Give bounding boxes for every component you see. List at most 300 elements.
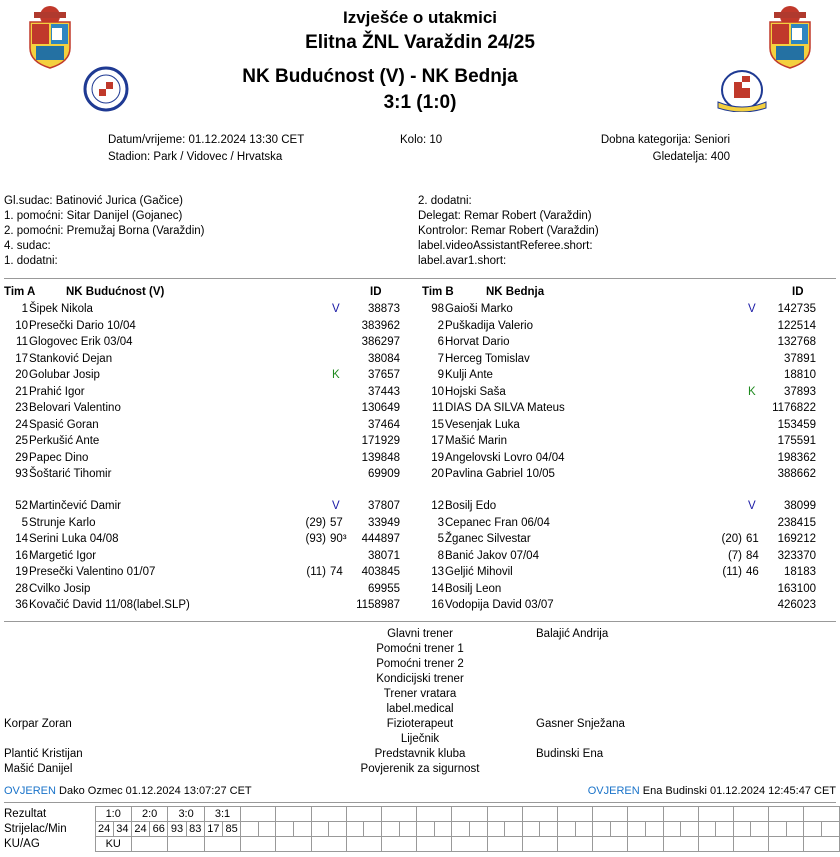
kuag-cell: KU xyxy=(95,837,131,852)
player-id: 388662 xyxy=(777,468,816,480)
player-name: Golubar Josip xyxy=(29,369,100,381)
scorer-cell xyxy=(294,822,312,837)
divider xyxy=(4,621,836,622)
player-id: 198362 xyxy=(777,451,816,464)
player-row xyxy=(4,334,416,350)
player-row xyxy=(4,400,416,416)
player-row xyxy=(420,498,832,514)
player-number: 29 xyxy=(15,451,28,464)
player-number: 36 xyxy=(15,599,28,611)
player-name: Žganec Silvestar xyxy=(445,533,531,545)
player-name: Banić Jakov 07/04 xyxy=(445,549,539,562)
player-name: Šipek Nikola xyxy=(29,303,93,315)
score-cell: 3:0 xyxy=(168,807,204,822)
scorer-cell xyxy=(645,822,663,837)
player-row xyxy=(4,417,416,433)
player-row xyxy=(420,400,832,416)
player-name: DIAS DA SILVA Mateus xyxy=(445,402,565,414)
substitution-minute: 90³ xyxy=(330,533,347,545)
score-cell xyxy=(346,807,381,822)
kuag-cell xyxy=(276,837,311,852)
scorer-cell xyxy=(417,822,435,837)
player-name: Serini Luka 04/08 xyxy=(29,533,119,545)
player-row xyxy=(420,466,832,482)
verified-status: OVJEREN xyxy=(587,785,640,797)
scorer-cell xyxy=(452,822,470,837)
substitution-for: (7) xyxy=(727,549,742,562)
scorer-cell xyxy=(769,822,787,837)
kuag-cell xyxy=(346,837,381,852)
player-id: 37657 xyxy=(368,369,400,381)
player-id: 37893 xyxy=(784,385,816,398)
match-title: NK Budućnost (V) - NK Bednja xyxy=(242,66,518,87)
kuag-cell xyxy=(382,837,417,852)
score-cell: 3:1 xyxy=(204,807,240,822)
player-number: 23 xyxy=(15,402,28,414)
player-id: 38084 xyxy=(368,352,400,365)
player-name: Horvat Dario xyxy=(445,336,510,348)
player-number: 3 xyxy=(437,516,444,529)
player-row xyxy=(420,581,832,597)
goalkeeper-marker: V xyxy=(748,500,756,512)
player-row xyxy=(4,531,416,547)
player-number: 93 xyxy=(15,468,28,480)
player-number: 17 xyxy=(15,352,28,365)
player-row xyxy=(4,384,416,400)
player-name: Perkušić Ante xyxy=(29,435,100,447)
player-number: 10 xyxy=(431,385,444,398)
attendance: Gledatelja: 400 xyxy=(652,151,730,163)
player-row xyxy=(420,417,832,433)
player-name: Spasić Goran xyxy=(29,418,99,431)
player-id: 171929 xyxy=(361,435,400,447)
report-title: Izvješće o utakmici xyxy=(342,8,498,27)
player-row xyxy=(420,548,832,564)
scorer-cell xyxy=(557,822,575,837)
player-name: Angelovski Lovro 04/04 xyxy=(445,451,565,464)
score-cell xyxy=(593,807,628,822)
player-row xyxy=(4,450,416,466)
player-name: Bosilj Leon xyxy=(445,582,502,595)
score-cell xyxy=(733,807,768,822)
competition-title: Elitna ŽNL Varaždin 24/25 xyxy=(305,32,535,53)
player-id: 163100 xyxy=(777,582,816,595)
player-row xyxy=(4,498,416,514)
kuag-label: KU/AG xyxy=(4,838,40,850)
scorer-cell: 93 xyxy=(168,822,186,837)
player-name: Prahić Igor xyxy=(29,385,85,398)
kuag-cell xyxy=(769,837,804,852)
official-line: 1. dodatni: xyxy=(4,255,58,267)
score-cell: 1:0 xyxy=(95,807,131,822)
player-id: 33949 xyxy=(368,516,400,529)
score-cell xyxy=(311,807,346,822)
player-name: Kovačić David 11/08(label.SLP) xyxy=(29,599,190,611)
player-number: 16 xyxy=(431,599,444,611)
verified-by: Ena Budinski 01.12.2024 12:45:47 CET xyxy=(642,785,836,797)
kuag-cell xyxy=(131,837,167,852)
official-line: 4. sudac: xyxy=(4,240,51,252)
player-number: 2 xyxy=(437,319,444,332)
substitution-minute: 84 xyxy=(746,549,759,562)
player-number: 6 xyxy=(437,336,444,348)
score-cell xyxy=(698,807,733,822)
player-number: 1 xyxy=(21,303,28,315)
rezultat-label: Rezultat xyxy=(4,808,47,820)
away-club-logo xyxy=(714,66,770,112)
player-number: 52 xyxy=(15,500,28,512)
county-crest-right xyxy=(762,4,818,70)
scorer-cell xyxy=(698,822,716,837)
player-row xyxy=(420,384,832,400)
kuag-cell xyxy=(311,837,346,852)
kuag-cell xyxy=(698,837,733,852)
player-name: Mašić Marin xyxy=(445,435,507,447)
staff-away-member: Gasner Snježana xyxy=(536,718,625,730)
player-name: Šoštarić Tihomir xyxy=(29,468,112,480)
staff-away-member: Balajić Andrija xyxy=(536,628,609,640)
kuag-cell xyxy=(417,837,452,852)
county-crest-left xyxy=(22,4,78,70)
player-row xyxy=(4,548,416,564)
player-name: Herceg Tomislav xyxy=(445,352,530,365)
scorer-cell xyxy=(786,822,804,837)
captain-marker: K xyxy=(748,385,756,398)
player-id: 139848 xyxy=(361,451,400,464)
player-name: Vesenjak Luka xyxy=(445,418,520,431)
player-row xyxy=(420,515,832,531)
player-id: 426023 xyxy=(777,599,816,611)
scorer-cell xyxy=(364,822,382,837)
player-name: Hojski Saša xyxy=(445,385,506,398)
player-name: Puškadija Valerio xyxy=(445,319,534,332)
match-datetime: Datum/vrijeme: 01.12.2024 13:30 CET xyxy=(108,134,305,146)
player-number: 9 xyxy=(437,369,444,381)
scorer-cell xyxy=(575,822,593,837)
substitution-for: (20) xyxy=(721,533,742,545)
player-name: Cvilko Josip xyxy=(29,582,91,595)
player-name: Papec Dino xyxy=(29,451,89,464)
scorer-cell: 34 xyxy=(113,822,131,837)
player-number: 13 xyxy=(431,566,444,578)
player-id: 38099 xyxy=(784,500,816,512)
team-b-label: Tim B xyxy=(422,286,454,298)
player-number: 17 xyxy=(431,435,444,447)
score-cell xyxy=(241,807,276,822)
player-number: 12 xyxy=(431,500,444,512)
player-number: 10 xyxy=(15,319,28,332)
divider xyxy=(4,278,836,279)
scorer-cell xyxy=(733,822,751,837)
player-id: 386297 xyxy=(361,336,400,348)
kuag-cell xyxy=(557,837,592,852)
score-cell xyxy=(769,807,804,822)
player-row xyxy=(4,367,416,383)
kuag-cell xyxy=(522,837,557,852)
divider xyxy=(4,802,836,803)
scorer-cell xyxy=(469,822,487,837)
scorer-cell xyxy=(716,822,734,837)
official-line: Kontrolor: Remar Robert (Varaždin) xyxy=(418,225,599,237)
official-line: 1. pomoćni: Sitar Danijel (Gojanec) xyxy=(4,210,183,222)
official-line: label.videoAssistantReferee.short: xyxy=(418,240,593,252)
substitution-for: (11) xyxy=(722,566,742,578)
player-id: 169212 xyxy=(777,533,816,545)
verification-right xyxy=(480,785,836,797)
player-number: 14 xyxy=(431,582,444,595)
player-number: 14 xyxy=(15,533,28,545)
score-cell xyxy=(557,807,592,822)
team-a-id-header: ID xyxy=(370,286,382,298)
player-row xyxy=(4,515,416,531)
official-line: Gl.sudac: Batinović Jurica (Gačice) xyxy=(4,195,183,207)
staff-role: Predstavnik kluba xyxy=(374,748,466,760)
player-row xyxy=(420,351,832,367)
player-id: 142735 xyxy=(777,303,816,315)
staff-home-member: Korpar Zoran xyxy=(4,718,72,730)
strijelac-label: Strijelac/Min xyxy=(4,823,67,835)
player-id: 37464 xyxy=(368,418,400,431)
staff-role: label.medical xyxy=(386,703,454,715)
kuag-cell xyxy=(663,837,698,852)
player-id: 383962 xyxy=(361,319,400,332)
player-name: Kulji Ante xyxy=(445,369,493,381)
substitution-minute: 57 xyxy=(330,516,343,529)
kuag-cell xyxy=(804,837,840,852)
player-id: 403845 xyxy=(361,566,400,578)
player-row xyxy=(4,433,416,449)
substitution-for: (29) xyxy=(305,516,326,529)
player-id: 122514 xyxy=(777,319,816,332)
scorer-cell xyxy=(593,822,611,837)
player-id: 323370 xyxy=(777,549,816,562)
score-cell xyxy=(522,807,557,822)
player-id: 69955 xyxy=(368,582,400,595)
player-name: Stanković Dejan xyxy=(29,352,113,365)
scorer-cell xyxy=(258,822,276,837)
staff-role: Fizioterapeut xyxy=(386,718,454,730)
scorer-cell: 85 xyxy=(223,822,241,837)
score-cell xyxy=(382,807,417,822)
scorer-cell xyxy=(628,822,646,837)
scorer-cell xyxy=(821,822,839,837)
scorer-cell: 83 xyxy=(186,822,204,837)
player-row xyxy=(420,334,832,350)
scorer-cell xyxy=(681,822,699,837)
player-row xyxy=(420,564,832,580)
player-number: 20 xyxy=(15,369,28,381)
player-id: 37807 xyxy=(368,500,400,512)
match-stadium: Stadion: Park / Vidovec / Hrvatska xyxy=(108,151,283,163)
player-row xyxy=(4,564,416,580)
staff-home-member: Plantić Kristijan xyxy=(4,748,83,760)
match-score: 3:1 (1:0) xyxy=(383,92,457,113)
player-name: Martinčević Damir xyxy=(29,500,122,512)
scorer-cell xyxy=(505,822,523,837)
player-row xyxy=(420,597,832,613)
kuag-cell xyxy=(593,837,628,852)
player-row xyxy=(420,531,832,547)
player-name: Presečki Dario 10/04 xyxy=(29,319,136,332)
player-row xyxy=(420,367,832,383)
kuag-cell xyxy=(452,837,487,852)
player-name: Vodopija David 03/07 xyxy=(445,599,554,611)
player-number: 8 xyxy=(437,549,444,562)
player-id: 1158987 xyxy=(356,599,400,611)
player-name: Bosilj Edo xyxy=(445,500,497,512)
player-id: 175591 xyxy=(777,435,816,447)
player-row xyxy=(4,581,416,597)
player-number: 16 xyxy=(15,549,28,562)
substitution-for: (93) xyxy=(305,533,326,545)
scorer-cell xyxy=(382,822,400,837)
scorer-cell xyxy=(610,822,628,837)
staff-role: Trener vratara xyxy=(383,688,457,700)
player-row xyxy=(4,351,416,367)
player-row xyxy=(4,597,416,613)
player-id: 69909 xyxy=(368,468,400,480)
substitution-minute: 61 xyxy=(746,533,759,545)
player-number: 5 xyxy=(437,533,444,545)
staff-role: Liječnik xyxy=(400,733,440,745)
verification-left xyxy=(4,785,252,797)
score-cell xyxy=(452,807,487,822)
player-row xyxy=(4,301,416,317)
score-cell xyxy=(417,807,452,822)
player-number: 11 xyxy=(432,402,444,414)
score-cell xyxy=(276,807,311,822)
player-id: 153459 xyxy=(777,418,816,431)
scorer-cell: 66 xyxy=(150,822,168,837)
player-id: 38071 xyxy=(368,549,400,562)
player-name: Pavlina Gabriel 10/05 xyxy=(445,468,555,480)
team-b-id-header: ID xyxy=(792,286,804,298)
player-number: 7 xyxy=(437,352,444,365)
score-cell xyxy=(628,807,663,822)
player-id: 132768 xyxy=(777,336,816,348)
team-b-name: NK Bednja xyxy=(486,286,545,298)
player-row xyxy=(420,450,832,466)
player-id: 444897 xyxy=(361,533,400,545)
player-number: 5 xyxy=(21,516,28,529)
match-round: Kolo: 10 xyxy=(400,134,443,146)
score-cell xyxy=(804,807,840,822)
scorer-cell: 17 xyxy=(204,822,222,837)
player-row xyxy=(420,301,832,317)
player-id: 18183 xyxy=(784,566,816,578)
player-row xyxy=(4,466,416,482)
goalkeeper-marker: V xyxy=(748,303,756,315)
goalkeeper-marker: V xyxy=(332,500,340,512)
scorer-cell xyxy=(241,822,259,837)
kuag-cell xyxy=(628,837,663,852)
player-id: 130649 xyxy=(361,402,400,414)
scorer-cell xyxy=(487,822,505,837)
scorer-cell xyxy=(540,822,558,837)
scorer-cell xyxy=(311,822,329,837)
captain-marker: K xyxy=(332,369,340,381)
kuag-cell xyxy=(168,837,204,852)
player-id: 238415 xyxy=(777,516,816,529)
scorer-cell xyxy=(663,822,681,837)
substitution-minute: 74 xyxy=(330,566,343,578)
player-number: 98 xyxy=(431,303,444,315)
scorer-cell xyxy=(522,822,540,837)
scorer-cell: 24 xyxy=(95,822,113,837)
official-line: Delegat: Remar Robert (Varaždin) xyxy=(418,210,592,222)
official-line: label.avar1.short: xyxy=(418,255,507,267)
staff-role: Pomoćni trener 2 xyxy=(376,658,464,670)
player-number: 20 xyxy=(431,468,444,480)
official-line: 2. pomoćni: Premužaj Borna (Varaždin) xyxy=(4,225,205,237)
team-a-name: NK Budućnost (V) xyxy=(66,286,165,298)
player-row xyxy=(420,433,832,449)
player-name: Geljić Mihovil xyxy=(445,566,513,578)
kuag-cell xyxy=(241,837,276,852)
player-name: Belovari Valentino xyxy=(29,402,121,414)
player-number: 15 xyxy=(431,418,444,431)
team-a-label: Tim A xyxy=(4,286,36,298)
staff-role: Pomoćni trener 1 xyxy=(376,643,464,655)
scorer-cell xyxy=(434,822,452,837)
player-number: 19 xyxy=(15,566,28,578)
staff-role: Kondicijski trener xyxy=(376,673,464,685)
scorer-cell xyxy=(276,822,294,837)
player-name: Gaioši Marko xyxy=(445,303,513,315)
player-id: 38873 xyxy=(368,303,400,315)
player-name: Margetić Igor xyxy=(29,549,97,562)
staff-home-member: Mašić Danijel xyxy=(4,763,73,775)
player-name: Glogovec Erik 03/04 xyxy=(29,336,133,348)
player-number: 21 xyxy=(15,385,28,398)
staff-away-member: Budinski Ena xyxy=(536,748,604,760)
scorer-cell: 24 xyxy=(131,822,149,837)
results-grid xyxy=(4,806,840,852)
verified-status: OVJEREN xyxy=(4,785,56,797)
player-id: 1176822 xyxy=(772,402,816,414)
verified-by: Dako Ozmec 01.12.2024 13:07:27 CET xyxy=(59,785,252,797)
home-club-logo xyxy=(83,66,129,112)
score-cell xyxy=(663,807,698,822)
scorer-cell xyxy=(346,822,364,837)
player-row xyxy=(420,318,832,334)
player-row xyxy=(4,318,416,334)
player-number: 24 xyxy=(15,418,28,431)
player-name: Cepanec Fran 06/04 xyxy=(445,516,550,529)
staff-role: Povjerenik za sigurnost xyxy=(360,763,480,775)
score-cell: 2:0 xyxy=(131,807,167,822)
age-category: Dobna kategorija: Seniori xyxy=(600,134,730,146)
scorer-cell xyxy=(329,822,347,837)
substitution-for: (11) xyxy=(306,566,326,578)
goalkeeper-marker: V xyxy=(332,303,340,315)
staff-role: Glavni trener xyxy=(387,628,453,640)
player-name: Strunje Karlo xyxy=(29,516,96,529)
player-number: 19 xyxy=(431,451,444,464)
score-cell xyxy=(487,807,522,822)
substitution-minute: 46 xyxy=(746,566,759,578)
player-id: 18810 xyxy=(784,369,816,381)
player-id: 37891 xyxy=(784,352,816,365)
scorer-cell xyxy=(751,822,769,837)
scorer-cell xyxy=(804,822,822,837)
player-id: 37443 xyxy=(368,385,400,398)
kuag-cell xyxy=(204,837,240,852)
kuag-cell xyxy=(733,837,768,852)
official-line: 2. dodatni: xyxy=(418,195,472,207)
player-number: 28 xyxy=(15,582,28,595)
player-name: Presečki Valentino 01/07 xyxy=(29,566,156,578)
